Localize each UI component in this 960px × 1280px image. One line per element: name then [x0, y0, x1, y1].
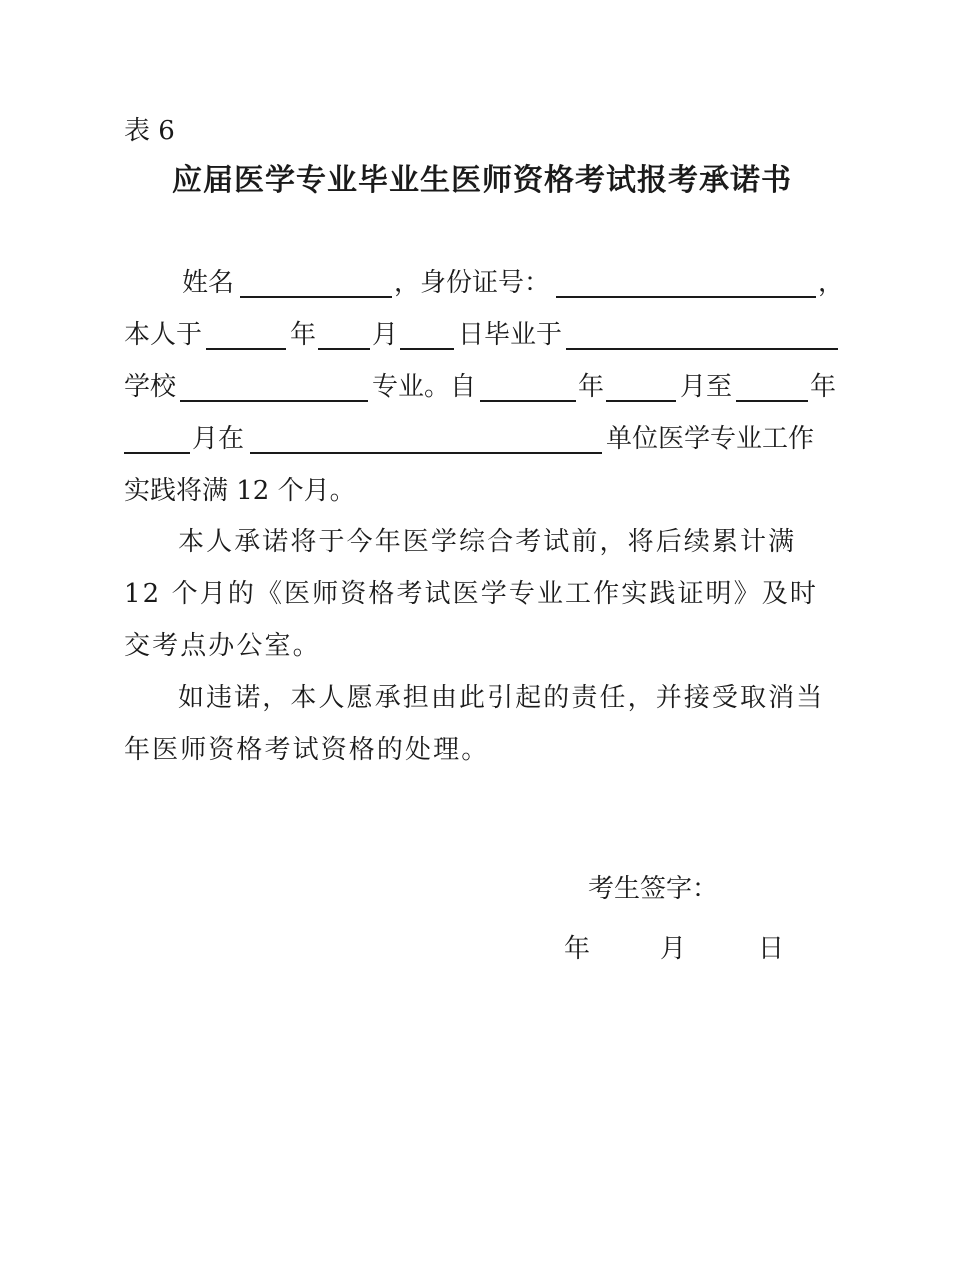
graduation-year-blank[interactable] — [206, 348, 286, 350]
id-number-blank[interactable] — [556, 296, 816, 298]
table-label: 表 6 — [124, 116, 175, 146]
practice-unit-label: 单位医学专业工作 — [606, 424, 815, 454]
id-number-label: ，身份证号： — [394, 268, 551, 298]
practice-unit-blank[interactable] — [250, 452, 602, 454]
signature-area[interactable] — [716, 904, 826, 906]
signature-month-label: 月 — [660, 934, 687, 964]
school-label: 学校 — [124, 372, 177, 402]
signature-label: 考生签字： — [588, 874, 719, 904]
graduation-day-blank[interactable] — [400, 348, 454, 350]
practice-end-month-at-label: 月在 — [192, 424, 245, 454]
major-blank[interactable] — [180, 400, 368, 402]
document-title: 应届医学专业毕业生医师资格考试报考承诺书 — [172, 163, 792, 198]
signature-year-label: 年 — [564, 934, 591, 964]
major-from-label: 专业。自 — [372, 372, 477, 402]
practice-end-year-label: 年 — [810, 372, 837, 402]
signature-day-label: 日 — [758, 934, 785, 964]
practice-end-month-blank[interactable] — [124, 452, 190, 454]
practice-start-month-blank[interactable] — [606, 400, 676, 402]
graduation-month-blank[interactable] — [318, 348, 370, 350]
line1-end-comma: ， — [818, 268, 845, 298]
graduated-school-blank[interactable] — [566, 348, 838, 350]
graduation-year-label: 年 — [290, 320, 317, 350]
practice-start-year-blank[interactable] — [480, 400, 576, 402]
name-blank[interactable] — [240, 296, 392, 298]
practice-start-month-to-label: 月至 — [680, 372, 733, 402]
name-label: 姓名 — [182, 268, 235, 298]
practice-start-year-label: 年 — [578, 372, 605, 402]
violation-paragraph: 如违诺，本人愿承担由此引起的责任，并接受取消当年医师资格考试资格的处理。 — [124, 683, 825, 765]
graduation-prefix: 本人于 — [124, 320, 203, 350]
practice-end-year-blank[interactable] — [736, 400, 808, 402]
practice-duration-text: 实践将满 12 个月。 — [124, 476, 356, 506]
graduated-from-label: 日毕业于 — [458, 320, 563, 350]
commitment-paragraph: 本人承诺将于今年医学综合考试前，将后续累计满 12 个月的《医师资格考试医学专业工作实践证明》及时交考点办公室。 — [124, 527, 818, 661]
graduation-month-label: 月 — [372, 320, 399, 350]
